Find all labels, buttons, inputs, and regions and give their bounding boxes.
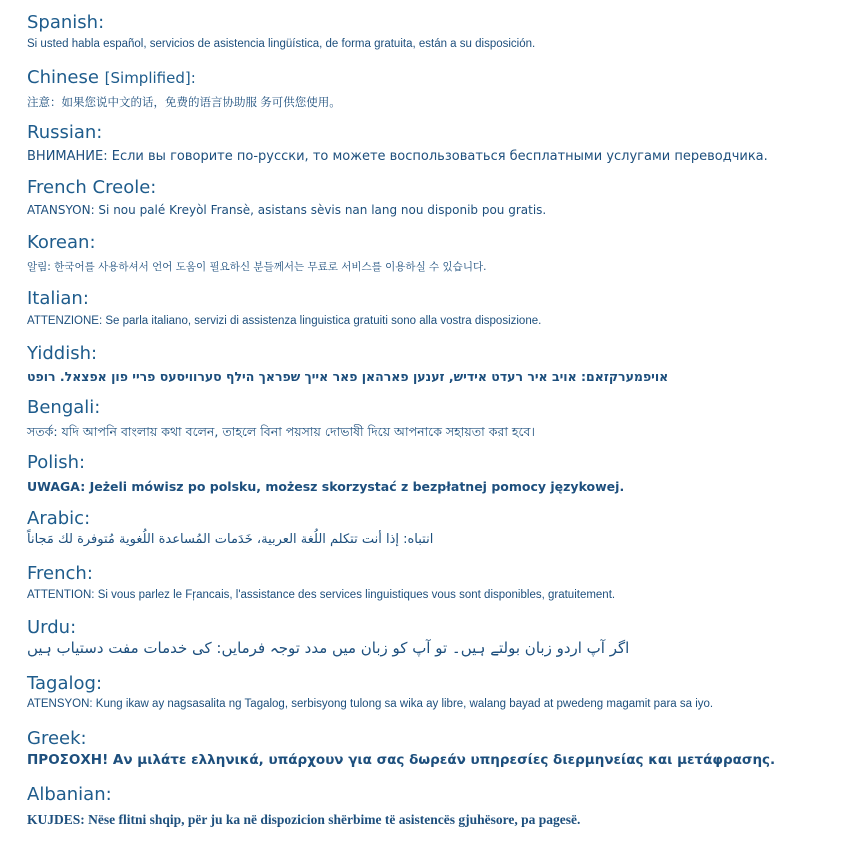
notice-text: UWAGA: Jeżeli mówisz po polsku, możesz skorzystać z bezpłatnej pomocy językowej. xyxy=(27,479,625,494)
notice-text: אויפמערקזאם: אויב איר רעדט אידיש, זענען פארהאן פאר אייך שפראך הילף סערוויסעס פריי פון אפצאל. רופט xyxy=(27,369,669,384)
notice-text: Si usted habla español, servicios de asistencia lingüística, de forma gratuita, están a su disposición. xyxy=(27,38,536,50)
language-heading: Chinese [Simplified]: xyxy=(27,67,196,88)
language-heading: Russian: xyxy=(27,122,103,143)
notice-text: ATENSYON: Kung ikaw ay nagsasalita ng Tagalog, serbisyong tulong sa wika ay libre, walang bayad at pwedeng magamit para sa iyo. xyxy=(27,698,714,710)
language-heading: Tagalog: xyxy=(27,673,103,694)
language-heading: Korean: xyxy=(27,232,96,253)
language-heading: Greek: xyxy=(27,728,87,749)
notice-text: সতর্ক: যদি আপনি বাংলায় কথা বলেন, তাহলে বিনা পয়সায় দোভাষী দিয়ে আপনাকে সহায়তা করা হবে। xyxy=(27,424,535,439)
notice-text: 알림: 한국어를 사용하셔서 언어 도움이 필요하신 분들께서는 무료로 서비스를 이용하실 수 있습니다. xyxy=(27,261,487,273)
language-heading: Albanian: xyxy=(27,784,112,805)
notice-text: ATTENZIONE: Se parla italiano, servizi di assistenza linguistica gratuiti sono alla vostra disposizione. xyxy=(27,315,542,327)
notice-text: ΠΡΟΣΟΧΗ! Αν μιλάτε ελληνικά, υπάρχουν για σας δωρεάν υπηρεσίες διερμηνείας και μετάφρασης. xyxy=(27,752,776,768)
language-heading: French: xyxy=(27,563,93,584)
notice-text: ATTENTION: Si vous parlez le Fŗancais, l'assistance des services linguistiques vous sont disponibles, gratuitement. xyxy=(27,589,616,601)
language-qualifier: [Simplified]: xyxy=(104,69,196,87)
language-heading: French Creole: xyxy=(27,177,157,198)
language-heading: Arabic: xyxy=(27,508,91,529)
notice-text: ATANSYON: Si nou palé Kreyòl Fransè, asistans sèvis nan lang nou disponib pou gratis. xyxy=(27,203,547,217)
notice-text: 注意：如果您说中文的话，免费的语言协助服 务可供您使用。 xyxy=(27,97,341,109)
notice-text: اگر آپ اردو زبان بولتے ہیں۔ تو آپ کو زبان میں مدد توجہ فرمایں: کی خدمات مفت دستیاب ہیں xyxy=(27,639,630,657)
notice-text: انتباه: إذا أنت تتكلم اللُغة العربية، خَدَمات المُساعدة اللُغوية مُتوفرة لك مَجاناً xyxy=(27,532,434,547)
language-heading: Polish: xyxy=(27,452,86,473)
language-heading: Spanish: xyxy=(27,12,105,33)
language-heading: Bengali: xyxy=(27,397,101,418)
language-heading: Italian: xyxy=(27,288,89,309)
notice-text: ВНИМАНИЕ: Если вы говорите по-русски, то можете воспользоваться бесплатными услугами переводчика. xyxy=(27,149,768,164)
notice-text: KUJDES: Nëse flitni shqip, për ju ka në dispozicion shërbime të asistencës gjuhësore, pa pagesë. xyxy=(27,812,581,827)
language-heading: Yiddish: xyxy=(27,343,98,364)
language-heading: Urdu: xyxy=(27,617,77,638)
